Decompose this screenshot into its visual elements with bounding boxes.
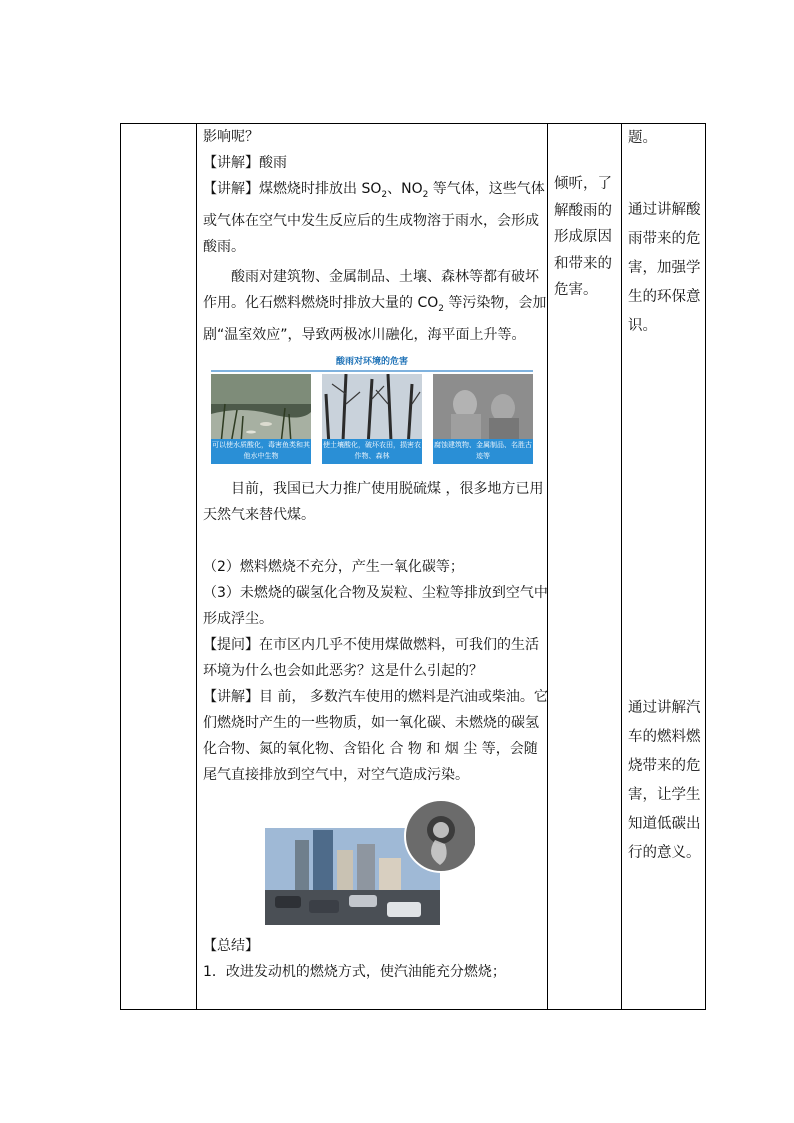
teaching-content-cell [201,124,549,985]
figure-caption: 腐蚀建筑物、金属制品、名胜古迹等 [433,439,533,464]
subscript: 2 [381,189,388,200]
goal-cell-car [626,694,704,868]
text-line: 影响呢？ [203,129,259,145]
goal-cell-top [626,124,704,153]
text-span: 、NO [387,181,423,197]
figure-caption: 可以使水质酸化，毒害鱼类和其他水中生物 [211,439,311,464]
text-span: 【讲解】煤燃烧时排放出 SO [203,181,382,197]
goal-text: 通过讲解汽车的燃料燃烧带来的危害，让学生知道低碳出行的意义。 [628,700,701,861]
goal-text: 题。 [628,130,657,146]
question-text: 【提问】在市区内几乎不使用煤做燃料，可我们的生活环境为什么也会如此恶劣？这是什么引起的？ [203,636,539,679]
list-item: （3）未燃烧的碳氢化合物及炭粒、尘粒等排放到空气中形成浮尘。 [203,584,548,627]
column-divider [621,124,622,1009]
subscript: 2 [422,189,429,200]
text-span: 酸雨对建筑物、金属制品、土壤、森林等都有破坏作用。化石燃料燃烧时排放大量的 CO [203,268,539,311]
text-span: 等气体，这些气体或气体在空气中发生反应后的生成物溶于雨水，会形成酸雨。 [203,181,545,255]
figure-title: 酸雨对环境的危害 [211,356,533,372]
dead-forest-photo [322,374,422,464]
car-exhaust-explanation: 【讲解】目 前， 多数汽车使用的燃料是汽油或柴油。它们燃烧时产生的一些物质，如一氧化碳、未燃烧的碳氢化合物、氮的氧化物、含铅化 合 物 和 烟 尘 等，会随尾气直接排放到空气中，对空气造成污染。 [203,688,548,783]
student-activity-text: 倾听，了解酸雨的形成原因和带来的危害。 [554,176,612,298]
traffic-exhaust-figure [265,800,475,925]
acid-rain-explanation [203,176,549,260]
desulfur-text: 目前，我国已大力推广使用脱硫煤 ，很多地方已用天然气来替代煤。 [203,480,544,523]
subscript: 2 [438,303,444,314]
student-activity-cell [552,171,620,304]
summary-item: 1．改进发动机的燃烧方式，使汽油能充分燃烧； [203,963,506,980]
text-line: 【讲解】酸雨 [203,155,287,171]
goal-text: 通过讲解酸雨带来的危害，加强学生的环保意识。 [628,202,701,334]
text-span: 等污染物，会加剧“温室效应”，导致两极冰川融化，海平面上升等。 [203,294,547,343]
traffic-image [265,800,475,925]
acid-rain-effects [203,264,549,348]
summary-title: 【总结】 [203,937,259,954]
polluted-lake-photo [211,374,311,464]
figure-caption: 使土壤酸化，破坏农田，损害农作物、森林 [322,439,422,464]
lesson-table [120,123,706,1010]
acid-rain-figure [211,356,533,466]
goal-cell-acid [626,196,704,341]
list-item: （2）燃料燃烧不充分，产生一氧化碳等； [203,558,464,575]
column-divider [196,124,197,1009]
corroded-statue-photo [433,374,533,464]
